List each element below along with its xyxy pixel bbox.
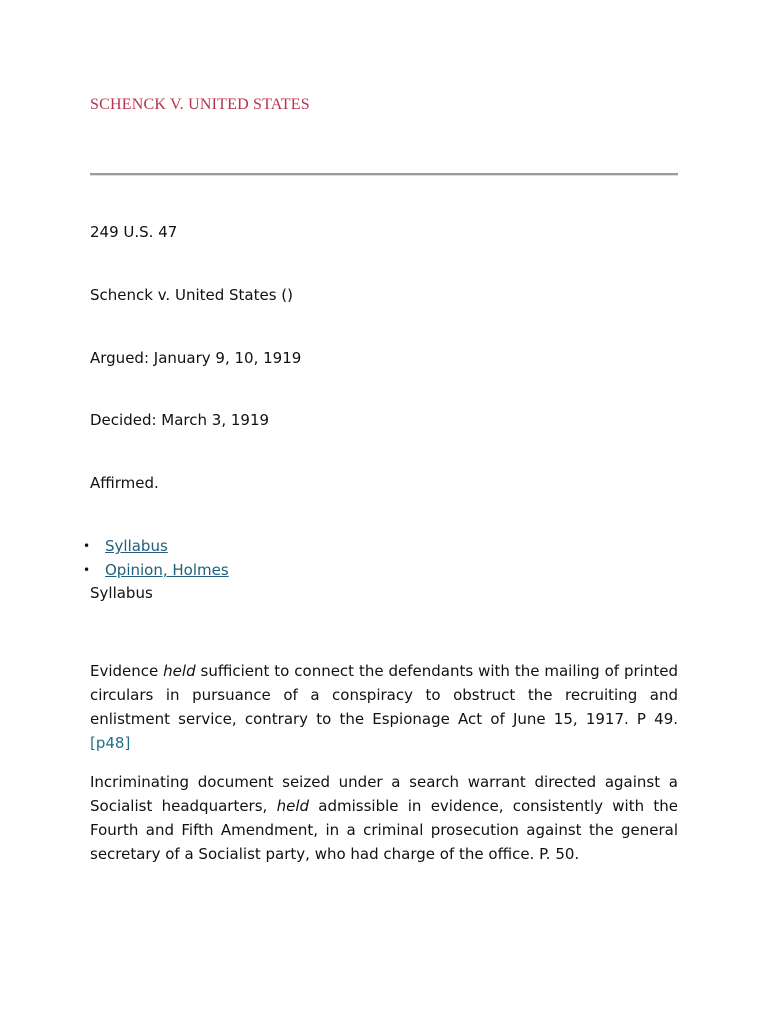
paragraph-text: Evidence [90, 662, 164, 680]
syllabus-link[interactable]: Syllabus [105, 537, 168, 555]
syllabus-paragraph [90, 659, 678, 755]
case-citation: 249 U.S. 47 [90, 223, 178, 241]
emphasis-text: held [163, 662, 196, 680]
paragraph-text: Incriminating document seized under a search warrant directed against a Socialist headquarters, [90, 773, 678, 815]
opinion-holmes-link[interactable]: Opinion, Holmes [105, 561, 229, 579]
document-title: SCHENCK V. UNITED STATES [90, 96, 310, 113]
table-of-contents [80, 536, 229, 584]
syllabus-heading: Syllabus [90, 584, 153, 602]
bullet-icon: • [83, 563, 91, 577]
toc-item-opinion [80, 560, 229, 584]
paragraph-text: sufficient to connect the defendants with the mailing of printed circulars in pursuance of a conspiracy to obstruct the recruiting and enlistment service, contrary to the Espionage Act of June 15, 1917. P 49. [90, 662, 678, 728]
argued-date: Argued: January 9, 10, 1919 [90, 349, 302, 367]
paragraph-text: admissible in evidence, consistently with the Fourth and Fifth Amendment, in a criminal prosecution against the general secretary of a Socialist party, who had charge of the office. P. 50. [90, 797, 678, 863]
case-name: Schenck v. United States () [90, 286, 294, 304]
toc-item-syllabus [80, 536, 229, 560]
page-reference-p48: [p48] [90, 734, 131, 752]
syllabus-paragraph [90, 770, 678, 866]
emphasis-text: held [276, 797, 310, 815]
decided-date: Decided: March 3, 1919 [90, 411, 270, 429]
title-divider [90, 173, 678, 176]
bullet-icon: • [83, 539, 91, 553]
case-disposition: Affirmed. [90, 474, 159, 492]
